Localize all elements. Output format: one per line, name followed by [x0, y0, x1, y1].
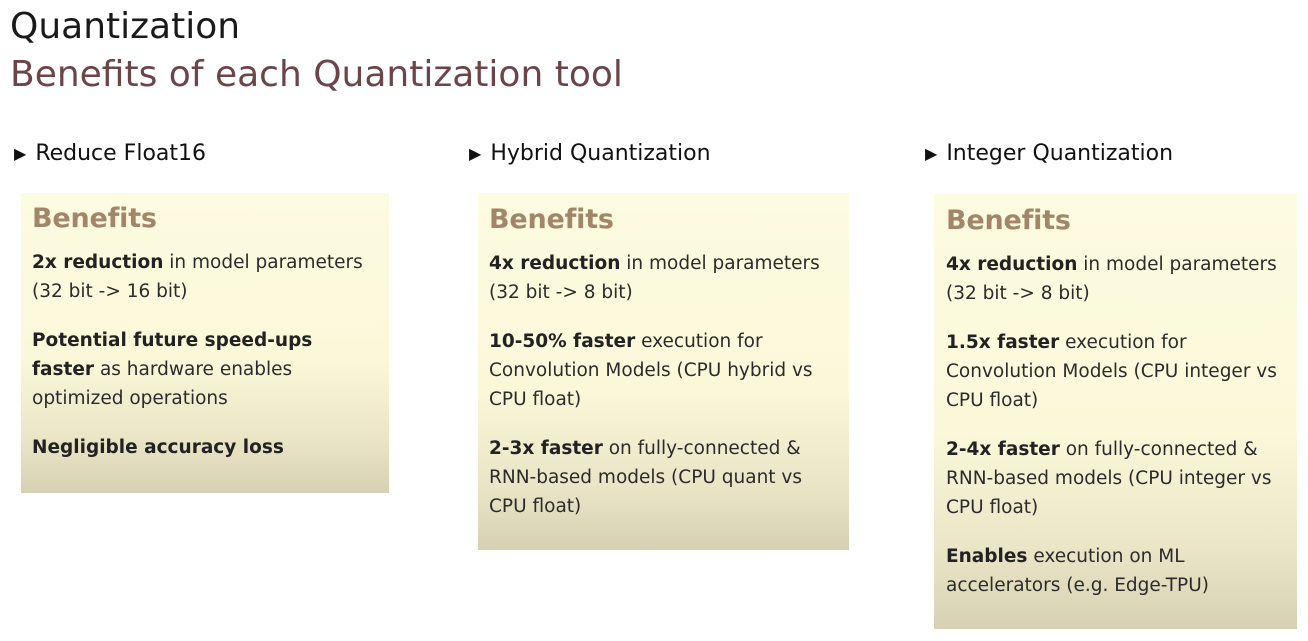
benefit-text: in model parameters (32 bit -> 8 bit): [946, 254, 1277, 304]
benefit-bold: Potential future speed-ups faster: [32, 330, 313, 380]
benefit-item: [32, 326, 379, 413]
section-header-integer: [925, 141, 1173, 166]
section-header-hybrid: [469, 141, 711, 166]
benefit-bold: 2-3x faster: [489, 438, 603, 459]
benefit-item: [946, 250, 1293, 308]
benefit-text: on fully-connected & RNN-based models (CPU quant vs CPU float): [489, 438, 803, 517]
section-header-label: Hybrid Quantization: [490, 141, 711, 166]
card-heading: Benefits: [32, 203, 157, 234]
benefit-bold: 4x reduction: [946, 254, 1078, 275]
benefit-item: [32, 248, 379, 306]
benefit-bold: Enables: [946, 546, 1028, 567]
section-header-float16: [14, 141, 206, 166]
card-heading: Benefits: [489, 204, 614, 235]
slide-subtitle: Benefits of each Quantization tool: [10, 54, 623, 95]
slide-title: Quantization: [10, 6, 241, 47]
bullet-triangle-icon: ▶: [14, 144, 27, 163]
benefit-text: execution for Convolution Models (CPU integer vs CPU float): [946, 332, 1277, 411]
benefit-bold: 10-50% faster: [489, 331, 636, 352]
benefits-card-integer: [934, 194, 1297, 629]
benefit-bold: 4x reduction: [489, 253, 621, 274]
benefit-bold: 2-4x faster: [946, 439, 1060, 460]
bullet-triangle-icon: ▶: [925, 144, 938, 163]
benefits-card-hybrid: [478, 193, 849, 550]
card-heading: Benefits: [946, 205, 1071, 236]
benefit-text: in model parameters (32 bit -> 8 bit): [489, 253, 820, 303]
section-header-label: Reduce Float16: [35, 141, 207, 166]
benefit-bold: 1.5x faster: [946, 332, 1060, 353]
benefit-bold: 2x reduction: [32, 252, 164, 273]
bullet-triangle-icon: ▶: [469, 144, 482, 163]
benefit-item: [489, 249, 839, 307]
benefit-item: [489, 434, 839, 521]
section-header-label: Integer Quantization: [946, 141, 1174, 166]
benefit-text: in model parameters (32 bit -> 16 bit): [32, 252, 363, 302]
benefit-text: execution for Convolution Models (CPU hybrid vs CPU float): [489, 331, 813, 410]
benefit-item: [32, 433, 379, 462]
benefit-text: as hardware enables optimized operations: [32, 359, 293, 409]
benefit-text: execution on ML accelerators (e.g. Edge-TPU): [946, 546, 1209, 596]
benefit-bold: Negligible accuracy loss: [32, 437, 284, 458]
benefits-card-float16: [21, 193, 389, 493]
benefit-text: on fully-connected & RNN-based models (CPU integer vs CPU float): [946, 439, 1272, 518]
benefit-item: [946, 542, 1293, 600]
benefit-item: [489, 327, 839, 414]
benefit-item: [946, 435, 1293, 522]
benefit-item: [946, 328, 1293, 415]
